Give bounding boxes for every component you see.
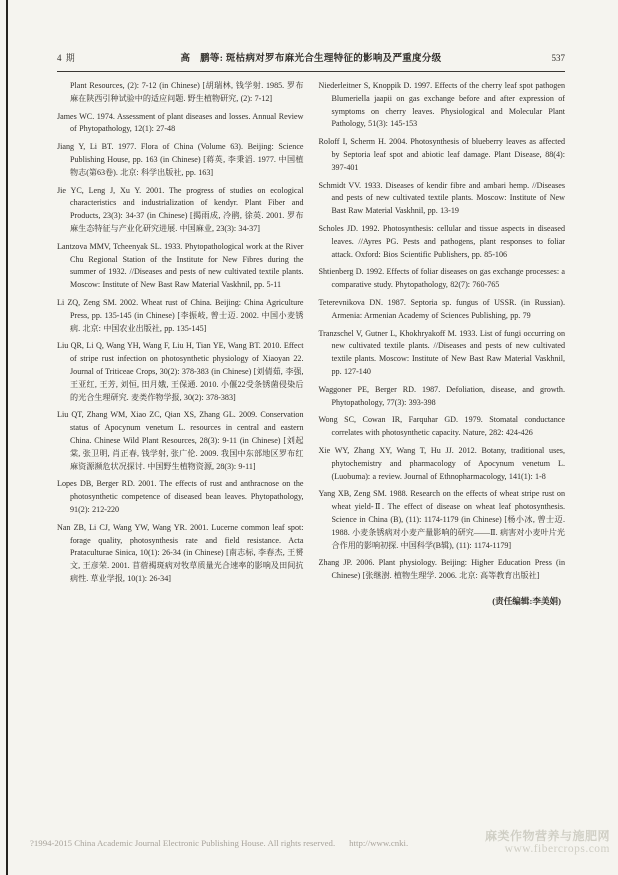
cnki-url: http://www.cnki.: [349, 838, 409, 848]
reference-item: Lantzova MMV, Tcheenyak SL. 1933. Phytopathological work at the River Chu Regional Station of the Institute for New Fibres during the summer of 1932. //Diseases and pests of new cultivated textile plants. Moscow: Institute of New Bast Raw Material Vaskhnil, pp. 5-11: [57, 241, 304, 290]
reference-item: Zhang JP. 2006. Plant physiology. Beijing: Higher Education Press (in Chinese) [张继澍. 植物生理学. 2006. 北京: 高等教育出版社]: [318, 558, 565, 581]
reference-item: Plant Resources, (2): 7-12 (in Chinese) [胡瑞林, 钱学射. 1985. 罗布麻在陕西引种试验中的适应问题. 野生植物研究, (2): 7-12]: [70, 81, 304, 103]
watermark-cn: 麻类作物营养与施肥网: [484, 829, 610, 843]
site-watermark: [485, 830, 610, 856]
page-number: 537: [551, 53, 565, 63]
reference-item: Wong SC, Cowan IR, Farquhar GD. 1979. Stomatal conductance correlates with photosynthetic capacity. Nature, 282: 424-426: [318, 415, 565, 438]
reference-item: Nan ZB, Li CJ, Wang YW, Wang YR. 2001. Lucerne common leaf spot: forage quality, photosynthesis rate and field resistance. Acta Prataculturae Sinica, 10(1): 26-34 (in Chinese) [南志标, 李春杰, 王赟文, 王彦荣. 2001. 苜蓿褐斑病对牧草质量光合速率的影响及田间抗病性. 草业学报, 10(1): 26-34]: [57, 522, 304, 583]
header-rule: [57, 71, 565, 72]
reference-item: Yang XB, Zeng SM. 1988. Research on the effects of wheat stripe rust on wheat yield-Ⅱ. The effect of disease on wheat leaf photosynthesis. Science in China (B), (11): 1174-1179 (in Chinese) [杨小冰, 曾士迈. 1988. 小麦条锈病对小麦产量影响的研究——Ⅱ. 病害对小麦叶片光合作用的影响初探. 中国科学(B辑), (11): 1174-1179]: [318, 489, 565, 550]
reference-item: Scholes JD. 1992. Photosynthesis: cellular and tissue aspects in diseased leaves. //Ayres PG. Pests and pathogens, plant responses to foliar attack. Oxford: Bios Scientific Publishers, pp. 85-106: [318, 223, 565, 259]
references-column-right: [319, 80, 566, 607]
reference-item: James WC. 1974. Assessment of plant diseases and losses. Annual Review of Phytopathology, 12(1): 27-48: [57, 111, 304, 134]
reference-item: Jiang Y, Li BT. 1977. Flora of China (Volume 63). Beijing: Science Publishing House, pp. 163 (in Chinese) [蒋英, 李秉滔. 1977. 中国植物志(第63卷). 北京: 科学出版社, pp. 163]: [57, 142, 304, 177]
reference-item: Liu QR, Li Q, Wang YH, Wang F, Liu H, Tian YE, Wang BT. 2010. Effect of stripe rust infection on photosynthetic physiology of Xiaoyan 22. Journal of Triticeae Crops, 30(2): 378-383 (in Chinese) [刘倩茹, 李强, 王亚红, 王芳, 刘恒, 田月娥, 王保通. 2010. 小偃22受条锈菌侵染后的光合生理研究. 麦类作物学报, 30(2): 378-383]: [57, 341, 304, 402]
reference-item: Li ZQ, Zeng SM. 2002. Wheat rust of China. Beijing: China Agriculture Press, pp. 135-145 (in Chinese) [李振岐, 曾士迈. 2002. 中国小麦锈病. 北京: 中国农业出版社, pp. 135-145]: [57, 297, 304, 333]
editor-note: (责任编辑:李美娟): [492, 595, 561, 606]
reference-item: Shtienberg D. 1992. Effects of foliar diseases on gas exchange processes: a comparative study. Phytopathology, 82(7): 760-765: [318, 267, 565, 290]
reference-item: Liu QT, Zhang WM, Xiao ZC, Qian XS, Zhang GL. 2009. Conservation status of Apocynum venetum L. resources in central and eastern China. Chinese Wild Plant Resources, 28(3): 9-11 (in Chinese) [刘起棠, 张卫明, 肖正春, 钱学射, 张广伦. 2009. 我国中东部地区罗布红麻资源濒危状况探讨. 中国野生植物资源, 28(3): 9-11]: [57, 410, 304, 471]
copyright-text: ?1994-2015 China Academic Journal Electronic Publishing House. All rights reserved.: [30, 838, 336, 848]
copyright-footer: [30, 838, 408, 848]
reference-item: Roloff I, Scherm H. 2004. Photosynthesis of blueberry leaves as affected by Septoria leaf spot and abiotic leaf damage. Plant Disease, 88(4): 397-401: [318, 137, 565, 172]
page-header: [57, 50, 565, 64]
reference-item: Jie YC, Leng J, Xu Y. 2001. The progress of studies on ecological characteristics and industrialization of kendyr. Plant Fiber and Products, 23(3): 34-37 (in Chinese) [揭雨成, 冷鹃, 徐英. 2001. 罗布麻生态特征与产业化研究进展. 中国麻业, 23(3): 34-37]: [57, 185, 304, 233]
references-column-left: [57, 80, 304, 607]
watermark-url: www.fibercrops.com: [504, 843, 610, 855]
reference-item: Teterevnikova DN. 1987. Septoria sp. fungus of USSR. (in Russian). Armenia: Armenian Academy of Sciences Publishing, pp. 79: [318, 297, 565, 320]
reference-item: Waggoner PE, Berger RD. 1987. Defoliation, disease, and growth. Phytopathology, 77(3): 393-398: [318, 384, 565, 407]
reference-item: Xie WY, Zhang XY, Wang T, Hu JJ. 2012. Botany, traditional uses, phytochemistry and pharmacology of Apocynum venetum L. (Luobuma): a review. Journal of Ethnopharmacology, 141(1): 1-8: [318, 445, 565, 481]
issue-label: 4 期: [57, 53, 76, 63]
reference-item: Tranzschel V, Gutner L, Khokhryakoff M. 1933. List of fungi occurring on new cultivated textile plants. //Diseases and pests of new cultivated textile plants. Moscow: Institute of New Bast Raw Material Vaskhnil, pp. 127-140: [318, 328, 565, 376]
references-columns: [57, 80, 565, 607]
running-title: 高 鹏等: 斑枯病对罗布麻光合生理特征的影响及严重度分级: [180, 54, 442, 64]
reference-item: Schmidt VV. 1933. Diseases of kendir fibre and ambari hemp. //Diseases and pests of new cultivated textile plants. Moscow: Institute of New Bast Raw Material Vaskhnil, pp. 13-19: [318, 180, 565, 216]
reference-item: Lopes DB, Berger RD. 2001. The effects of rust and anthracnose on the photosynthetic competence of diseased bean leaves. Phytopathology, 91(2): 212-220: [57, 479, 304, 514]
scan-edge-line: [6, 0, 8, 875]
reference-item: Niederleitner S, Knoppik D. 1997. Effects of the cherry leaf spot pathogen Blumeriella jaapii on gas exchange before and after expression of symptoms on cherry leaves. Physiological and Molecular Plant Pathology, 51(3): 145-153: [318, 81, 565, 129]
